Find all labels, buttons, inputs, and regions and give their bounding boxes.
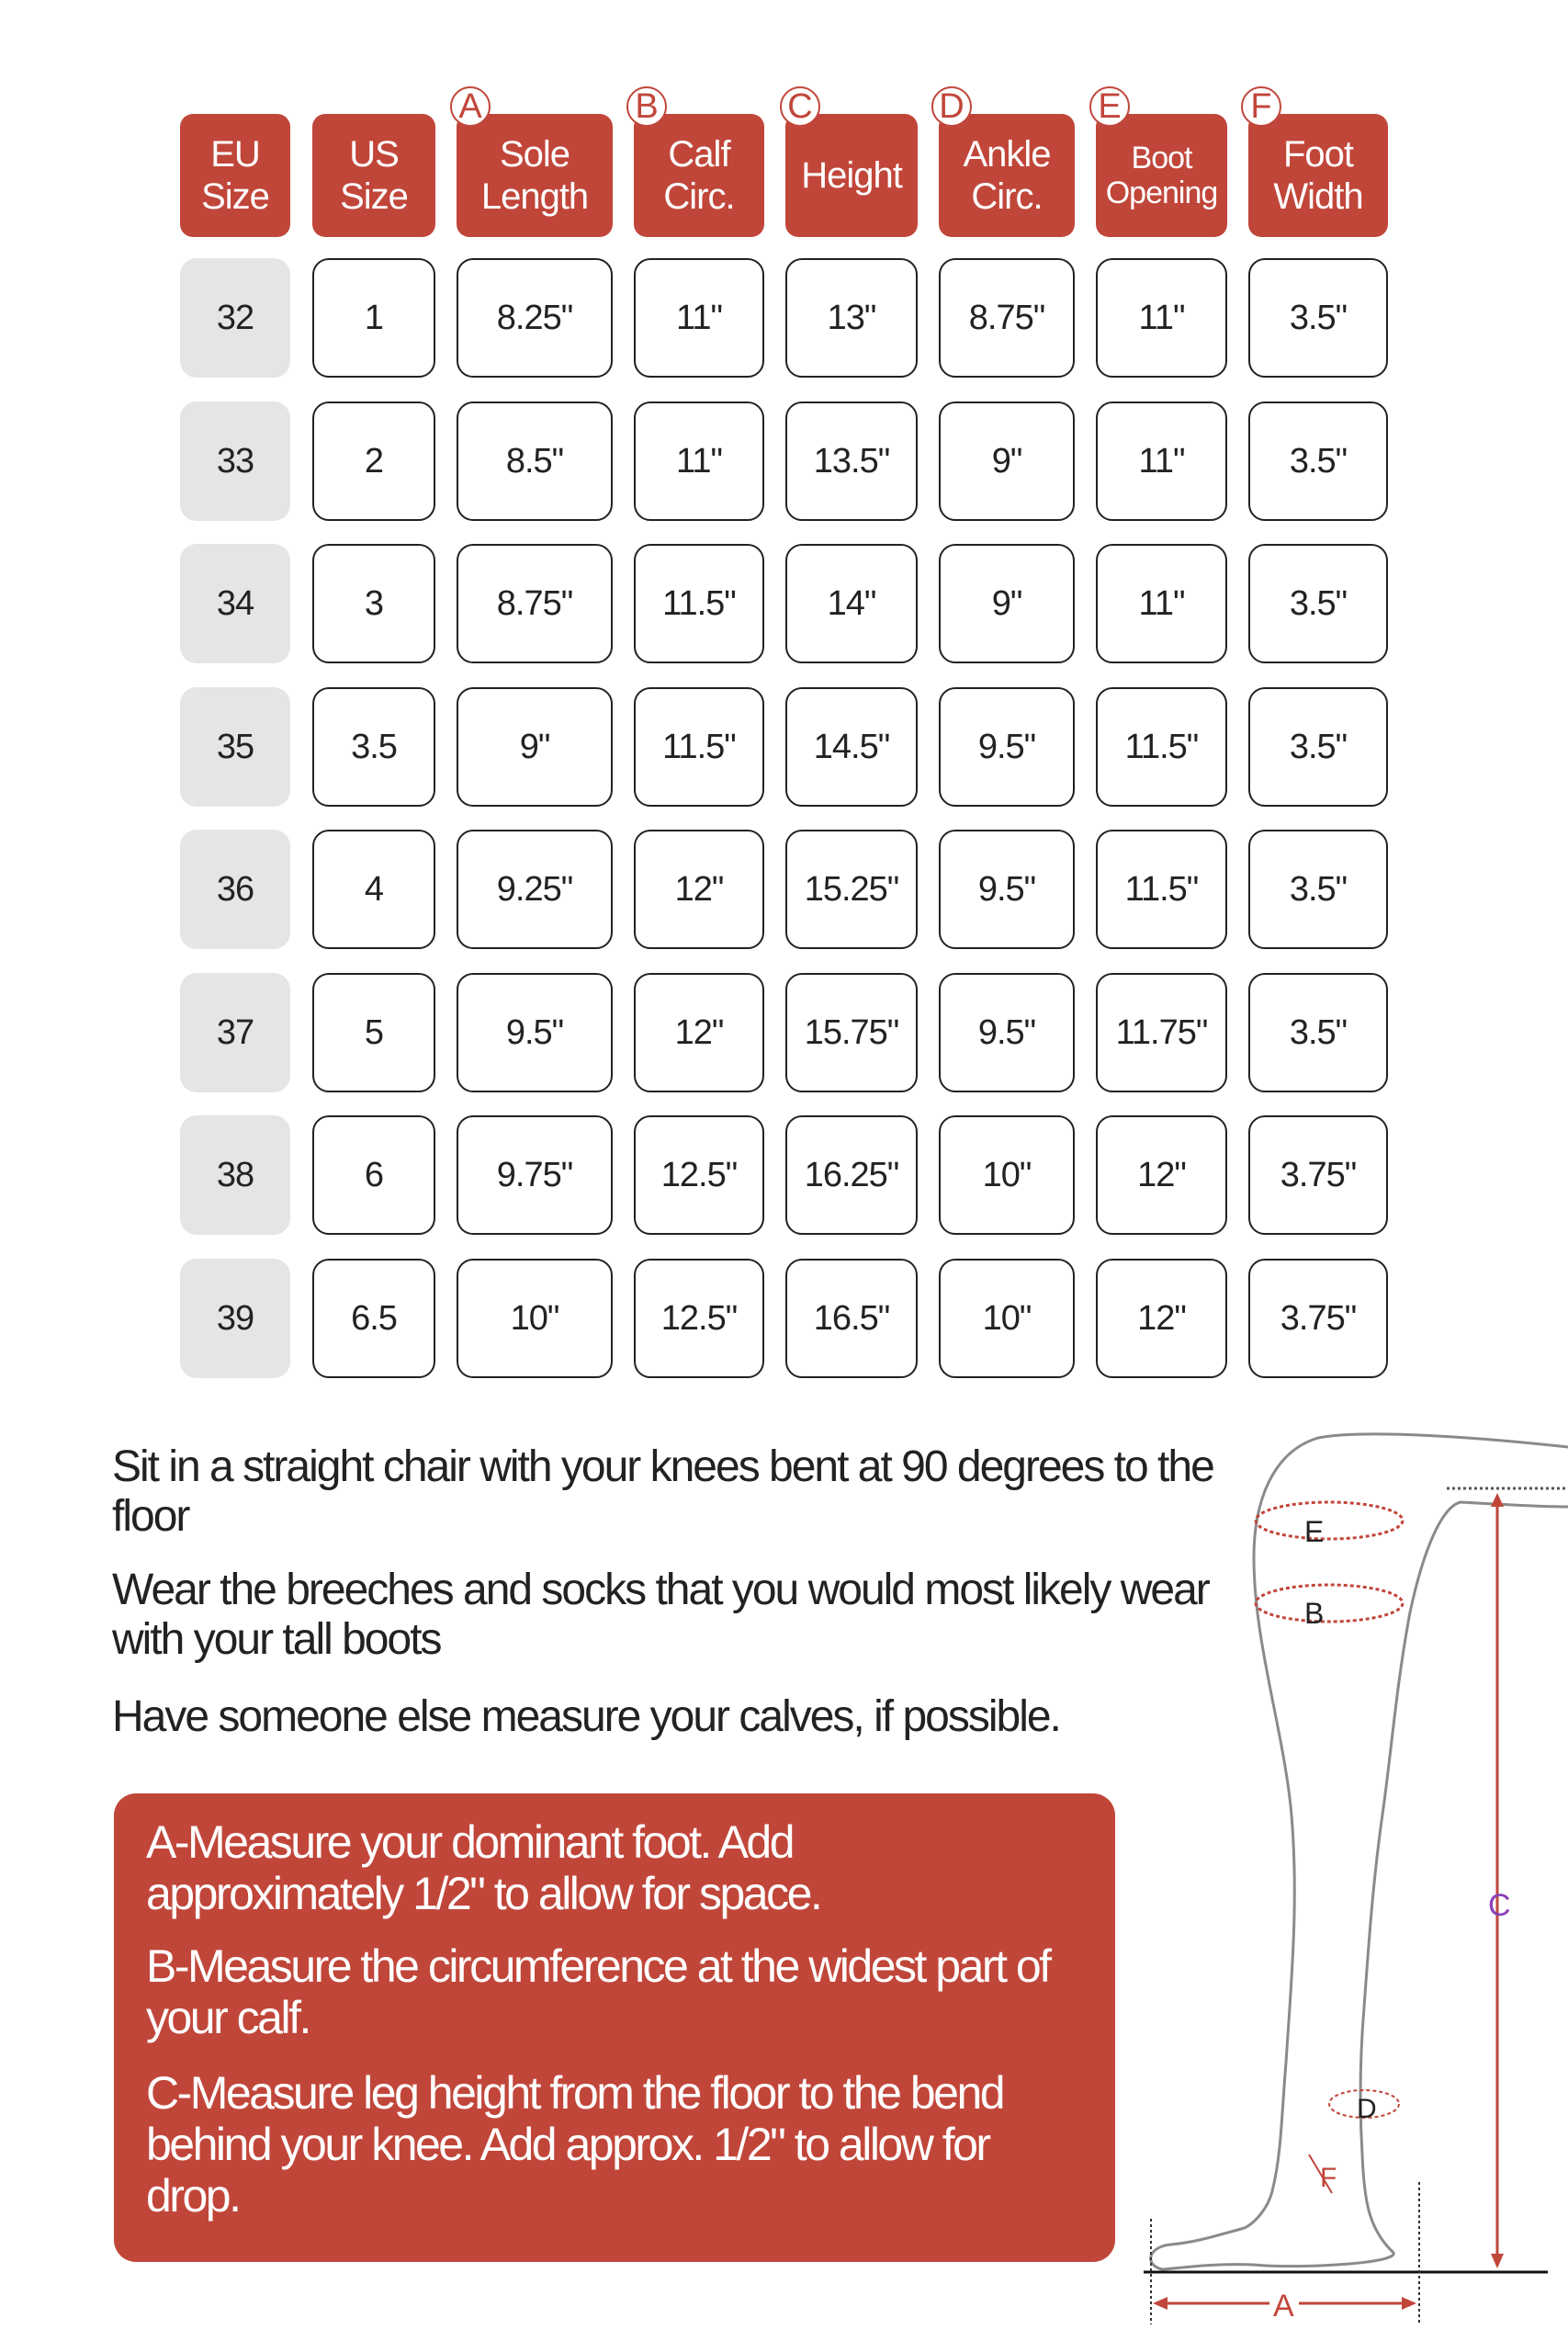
table-cell: 11.5" bbox=[634, 544, 764, 663]
foot-outline bbox=[1151, 2154, 1394, 2269]
diagram-label-e: E bbox=[1304, 1515, 1325, 1548]
step-b: B-Measure the circumference at the widest part of your calf. bbox=[146, 1940, 1050, 2043]
table-cell: 9.5" bbox=[939, 973, 1075, 1092]
table-cell: 12.5" bbox=[634, 1115, 764, 1235]
table-cell: 3.75" bbox=[1248, 1115, 1388, 1235]
letter-badge-b: B bbox=[626, 86, 667, 127]
height-arrow-head-top bbox=[1491, 1493, 1504, 1507]
table-row-eu-size: 37 bbox=[180, 973, 290, 1092]
table-cell: 3.5" bbox=[1248, 258, 1388, 378]
header-us-size bbox=[312, 114, 435, 237]
table-row-eu-size: 36 bbox=[180, 830, 290, 949]
header-us-size-label: US Size bbox=[340, 134, 408, 217]
header-foot-width bbox=[1248, 114, 1388, 237]
table-cell: 11" bbox=[1096, 401, 1227, 521]
diagram-label-f: F bbox=[1320, 2163, 1337, 2193]
table-cell: 10" bbox=[457, 1259, 613, 1378]
table-cell: 6.5 bbox=[312, 1259, 435, 1378]
header-ankle-circ bbox=[939, 114, 1075, 237]
table-cell: 16.25" bbox=[785, 1115, 918, 1235]
table-cell: 3.75" bbox=[1248, 1259, 1388, 1378]
table-cell: 2 bbox=[312, 401, 435, 521]
header-eu-size bbox=[180, 114, 290, 237]
instruction-1: Sit in a straight chair with your knees bent at 90 degrees to the floor bbox=[112, 1442, 1213, 1541]
letter-badge-d: D bbox=[931, 86, 972, 127]
table-cell: 3 bbox=[312, 544, 435, 663]
table-cell: 9" bbox=[939, 544, 1075, 663]
table-cell: 13.5" bbox=[785, 401, 918, 521]
table-cell: 3.5" bbox=[1248, 544, 1388, 663]
table-cell: 11.5" bbox=[634, 687, 764, 807]
table-cell: 9.25" bbox=[457, 830, 613, 949]
step-c: C-Measure leg height from the floor to the bend behind your knee. Add approx. 1/2" to allow for drop. bbox=[146, 2067, 1004, 2222]
table-cell: 9.75" bbox=[457, 1115, 613, 1235]
table-cell: 14" bbox=[785, 544, 918, 663]
table-cell: 12" bbox=[634, 973, 764, 1092]
measurement-steps-panel bbox=[114, 1793, 1115, 2262]
header-height-label: Height bbox=[801, 155, 902, 196]
table-cell: 11.5" bbox=[1096, 687, 1227, 807]
table-cell: 8.75" bbox=[457, 544, 613, 663]
header-boot-opening bbox=[1096, 114, 1227, 237]
header-calf-circ bbox=[634, 114, 764, 237]
table-cell: 10" bbox=[939, 1115, 1075, 1235]
diagram-label-a: A bbox=[1273, 2289, 1294, 2324]
table-cell: 11.5" bbox=[1096, 830, 1227, 949]
table-cell: 3.5" bbox=[1248, 401, 1388, 521]
letter-badge-a: A bbox=[450, 86, 491, 127]
letter-badge-e: E bbox=[1089, 86, 1130, 127]
table-cell: 11.75" bbox=[1096, 973, 1227, 1092]
header-calf-circ-label: Calf Circ. bbox=[663, 134, 735, 217]
header-ankle-circ-label: Ankle Circ. bbox=[963, 134, 1051, 217]
step-a: A-Measure your dominant foot. Add approximately 1/2" to allow for space. bbox=[146, 1816, 821, 1919]
boot-opening-ring bbox=[1256, 1502, 1403, 1539]
table-cell: 11" bbox=[1096, 258, 1227, 378]
table-cell: 8.5" bbox=[457, 401, 613, 521]
sole-length-arrow-head-right bbox=[1402, 2297, 1416, 2310]
table-cell: 16.5" bbox=[785, 1259, 918, 1378]
header-height bbox=[785, 114, 918, 237]
table-cell: 8.25" bbox=[457, 258, 613, 378]
table-cell: 13" bbox=[785, 258, 918, 378]
table-row-eu-size: 38 bbox=[180, 1115, 290, 1235]
table-cell: 9.5" bbox=[939, 830, 1075, 949]
table-cell: 15.75" bbox=[785, 973, 918, 1092]
leg-outline-front bbox=[1360, 1502, 1568, 2154]
table-cell: 15.25" bbox=[785, 830, 918, 949]
table-row-eu-size: 32 bbox=[180, 258, 290, 378]
letter-badge-c: C bbox=[780, 86, 820, 127]
table-cell: 3.5" bbox=[1248, 973, 1388, 1092]
table-cell: 8.75" bbox=[939, 258, 1075, 378]
table-cell: 5 bbox=[312, 973, 435, 1092]
table-row-eu-size: 33 bbox=[180, 401, 290, 521]
diagram-label-d: D bbox=[1357, 2094, 1377, 2124]
header-eu-size-label: EU Size bbox=[201, 134, 269, 217]
table-cell: 9.5" bbox=[939, 687, 1075, 807]
table-row-eu-size: 34 bbox=[180, 544, 290, 663]
table-cell: 1 bbox=[312, 258, 435, 378]
letter-badge-f: F bbox=[1241, 86, 1281, 127]
table-cell: 6 bbox=[312, 1115, 435, 1235]
table-cell: 9" bbox=[939, 401, 1075, 521]
header-sole-length-label: Sole Length bbox=[480, 134, 589, 217]
height-arrow-head-bottom bbox=[1491, 2254, 1504, 2268]
header-boot-opening-label: Boot Opening bbox=[1105, 141, 1218, 210]
diagram-label-b: B bbox=[1304, 1597, 1325, 1630]
table-cell: 4 bbox=[312, 830, 435, 949]
instruction-2: Wear the breeches and socks that you would most likely wear with your tall boots bbox=[112, 1566, 1209, 1664]
table-cell: 11" bbox=[634, 258, 764, 378]
leg-measurement-diagram bbox=[1116, 1419, 1568, 2338]
table-cell: 9.5" bbox=[457, 973, 613, 1092]
table-cell: 3.5 bbox=[312, 687, 435, 807]
table-cell: 12" bbox=[1096, 1259, 1227, 1378]
calf-circ-ring bbox=[1256, 1585, 1403, 1622]
sole-length-arrow-head-left bbox=[1153, 2297, 1168, 2310]
table-row-eu-size: 39 bbox=[180, 1259, 290, 1378]
table-cell: 3.5" bbox=[1248, 830, 1388, 949]
leg-outline-back bbox=[1245, 1434, 1568, 2228]
diagram-label-c: C bbox=[1488, 1888, 1511, 1923]
table-cell: 9" bbox=[457, 687, 613, 807]
table-cell: 10" bbox=[939, 1259, 1075, 1378]
table-row-eu-size: 35 bbox=[180, 687, 290, 807]
table-cell: 3.5" bbox=[1248, 687, 1388, 807]
header-sole-length bbox=[457, 114, 613, 237]
table-cell: 14.5" bbox=[785, 687, 918, 807]
instruction-3: Have someone else measure your calves, if possible. bbox=[112, 1692, 1060, 1741]
header-foot-width-label: Foot Width bbox=[1273, 134, 1363, 217]
table-cell: 11" bbox=[1096, 544, 1227, 663]
table-cell: 12" bbox=[1096, 1115, 1227, 1235]
table-cell: 11" bbox=[634, 401, 764, 521]
table-cell: 12" bbox=[634, 830, 764, 949]
table-cell: 12.5" bbox=[634, 1259, 764, 1378]
